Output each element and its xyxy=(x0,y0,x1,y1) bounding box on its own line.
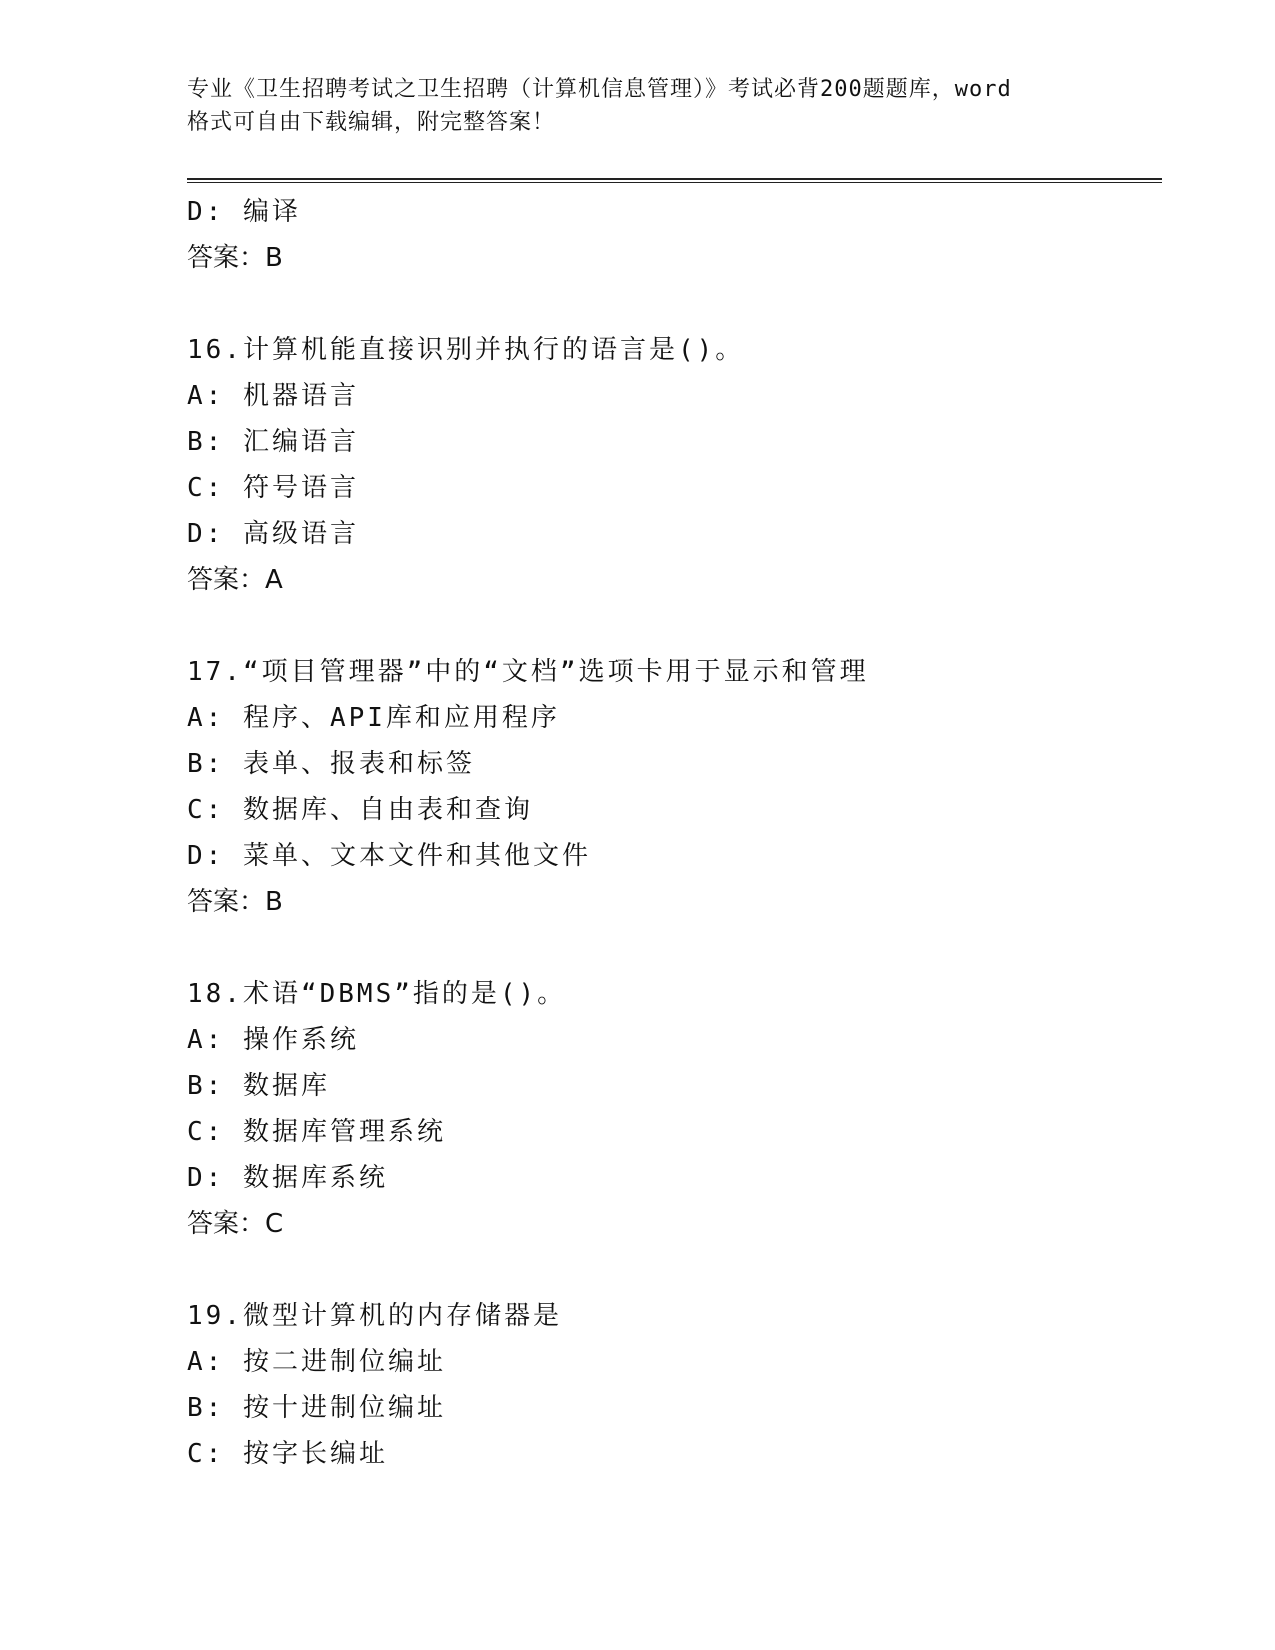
question-17 xyxy=(187,649,1162,925)
answer-line: 答案：B xyxy=(187,243,283,273)
option-c: C: 数据库管理系统 xyxy=(187,1117,446,1147)
document-header xyxy=(187,73,1087,139)
header-title-line-1: 专业《卫生招聘考试之卫生招聘（计算机信息管理）》考试必背200题题库，word xyxy=(187,77,1012,102)
option-b: B: 汇编语言 xyxy=(187,427,359,457)
option-b: B: 表单、报表和标签 xyxy=(187,749,475,779)
option-c: C: 按字长编址 xyxy=(187,1439,388,1469)
answer-line: 答案：A xyxy=(187,565,283,595)
question-stem: 17.“项目管理器”中的“文档”选项卡用于显示和管理 xyxy=(187,657,869,687)
question-16 xyxy=(187,327,1162,603)
question-18 xyxy=(187,971,1162,1247)
option-b: B: 数据库 xyxy=(187,1071,330,1101)
answer-line: 答案：B xyxy=(187,887,283,917)
option-c: C: 符号语言 xyxy=(187,473,359,503)
question-stem: 18.术语“DBMS”指的是()。 xyxy=(187,979,567,1009)
header-divider xyxy=(187,178,1162,184)
option-a: A: 机器语言 xyxy=(187,381,359,411)
option-d: D: 高级语言 xyxy=(187,519,359,549)
option-a: A: 操作系统 xyxy=(187,1025,359,1055)
option-b: B: 按十进制位编址 xyxy=(187,1393,446,1423)
option-a: A: 按二进制位编址 xyxy=(187,1347,446,1377)
option-d: D: 菜单、文本文件和其他文件 xyxy=(187,841,591,871)
question-content xyxy=(187,189,1162,1477)
question-stem: 16.计算机能直接识别并执行的语言是()。 xyxy=(187,335,745,365)
option-c: C: 数据库、自由表和查询 xyxy=(187,795,533,825)
divider-thin-line xyxy=(187,182,1162,183)
option-a: A: 程序、API库和应用程序 xyxy=(187,703,560,733)
question-stem: 19.微型计算机的内存储器是 xyxy=(187,1301,562,1331)
previous-question-fragment xyxy=(187,189,1162,281)
document-page xyxy=(187,0,1162,1650)
option-d: D: 数据库系统 xyxy=(187,1163,388,1193)
option-d: D: 编译 xyxy=(187,197,301,227)
question-19 xyxy=(187,1293,1162,1477)
divider-thick-line xyxy=(187,178,1162,180)
header-title-line-2: 格式可自由下载编辑，附完整答案！ xyxy=(187,110,556,135)
answer-line: 答案：C xyxy=(187,1209,284,1239)
